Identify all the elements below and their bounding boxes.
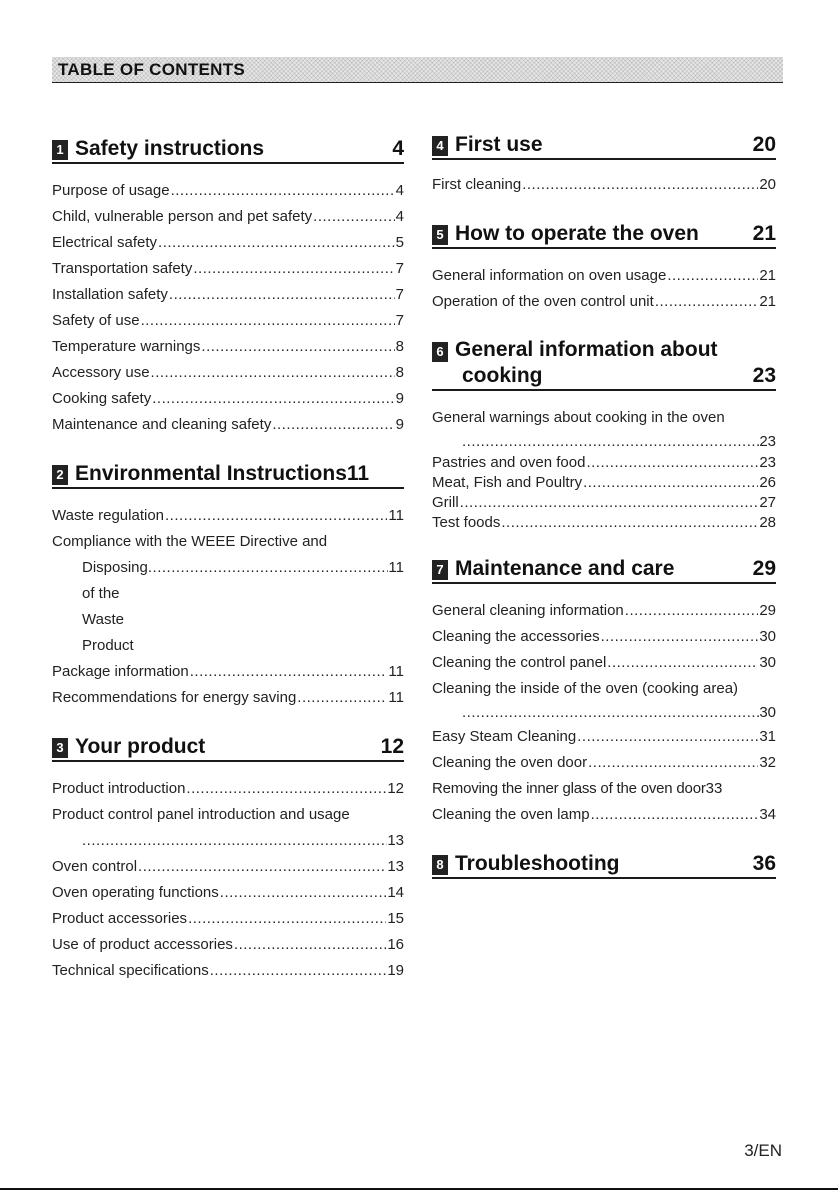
entry-title: Cleaning the accessories [432, 628, 600, 645]
entry-title: Transportation safety [52, 260, 193, 277]
section-6 [432, 337, 776, 533]
entry-page: 15 [387, 910, 404, 927]
toc-entry[interactable] [52, 334, 404, 360]
entry-page: 8 [395, 364, 404, 381]
entry-page: 29 [759, 602, 776, 619]
toc-right-column [432, 133, 776, 879]
leader-dots [138, 854, 386, 880]
bottom-divider [0, 1188, 838, 1190]
section-number-badge: 6 [432, 342, 448, 362]
section-number-badge: 1 [52, 140, 68, 160]
entry-title-continued: Disposing of the Waste Product [82, 559, 148, 654]
entry-title: Pastries and oven food [432, 454, 586, 471]
toc-entry[interactable] [52, 230, 404, 256]
leader-dots [583, 473, 758, 493]
entry-page: 9 [395, 416, 404, 433]
toc-entry[interactable] [52, 204, 404, 230]
entry-title: Installation safety [52, 286, 168, 303]
entry-page: 7 [395, 260, 404, 277]
section-1 [52, 137, 404, 438]
entry-page: 16 [387, 936, 404, 953]
section-title: General information about [455, 338, 718, 361]
entry-list [52, 503, 404, 711]
section-heading[interactable] [432, 337, 776, 391]
leader-dots [82, 828, 387, 854]
entry-title: Product introduction [52, 780, 186, 797]
entry-title: Electrical safety [52, 234, 158, 251]
section-number-badge: 7 [432, 560, 448, 580]
leader-dots [193, 256, 394, 282]
section-page: 12 [380, 735, 404, 758]
entry-page: 4 [395, 208, 404, 225]
entry-page: 30 [759, 654, 776, 671]
leader-dots [201, 334, 394, 360]
leader-dots [577, 724, 758, 750]
entry-page: 20 [759, 176, 776, 193]
toc-entry[interactable] [432, 172, 776, 198]
entry-page: 23 [759, 454, 776, 471]
toc-entry[interactable] [432, 750, 776, 776]
entry-title: Cleaning the inside of the oven (cooking area) [432, 680, 739, 697]
leader-dots [607, 650, 758, 676]
entry-title: Cooking safety [52, 390, 152, 407]
entry-title: Cleaning the control panel [432, 654, 607, 671]
toc-entry[interactable] [432, 598, 776, 624]
entry-title: First cleaning [432, 176, 522, 193]
leader-dots [152, 386, 394, 412]
leader-dots [586, 453, 758, 473]
toc-entry[interactable] [52, 776, 404, 802]
toc-entry[interactable] [432, 802, 776, 828]
leader-dots [655, 289, 759, 315]
leader-dots [188, 906, 386, 932]
leader-dots [588, 750, 758, 776]
entry-page: 27 [759, 494, 776, 511]
toc-entry[interactable] [52, 256, 404, 282]
leader-dots [220, 880, 387, 906]
toc-entry[interactable] [432, 724, 776, 750]
section-8 [432, 852, 776, 879]
section-2 [52, 462, 404, 711]
toc-entry[interactable] [52, 308, 404, 334]
leader-dots [141, 308, 395, 334]
entry-title: Safety of use [52, 312, 140, 329]
toc-entry[interactable] [52, 802, 404, 854]
toc-entry[interactable] [52, 178, 404, 204]
toc-banner [52, 57, 783, 83]
entry-page: 11 [388, 507, 404, 524]
leader-dots [297, 685, 387, 711]
entry-page: 12 [387, 780, 404, 797]
section-page: 23 [752, 364, 776, 387]
entry-list [432, 598, 776, 828]
section-7 [432, 557, 776, 828]
leader-dots [522, 172, 758, 198]
toc-entry[interactable] [52, 906, 404, 932]
section-heading[interactable] [432, 852, 776, 879]
leader-dots [272, 412, 394, 438]
section-number-badge: 5 [432, 225, 448, 245]
section-page: 20 [752, 133, 776, 156]
entry-page: 21 [759, 267, 776, 284]
toc-left-column [52, 137, 404, 984]
toc-entry[interactable] [52, 685, 404, 711]
entry-list [432, 172, 776, 198]
section-title: Environmental Instructions [75, 462, 347, 485]
section-heading[interactable] [52, 735, 404, 762]
entry-title: Cleaning the oven door [432, 754, 588, 771]
section-number-badge: 4 [432, 136, 448, 156]
section-heading[interactable] [52, 462, 404, 489]
toc-entry[interactable] [52, 529, 404, 659]
section-page: 21 [752, 222, 776, 245]
toc-entry[interactable] [432, 513, 776, 533]
entry-title: Product control panel introduction and usage [52, 806, 350, 823]
section-title: How to operate the oven [455, 222, 699, 245]
page-title: TABLE OF CONTENTS [58, 60, 246, 79]
entry-page: 28 [759, 514, 776, 531]
entry-title: Compliance with the WEEE Directive and [52, 533, 328, 550]
entry-page: 33 [705, 780, 723, 797]
entry-list [432, 405, 776, 533]
entry-title: Child, vulnerable person and pet safety [52, 208, 313, 225]
toc-entry[interactable] [52, 854, 404, 880]
entry-title: Technical specifications [52, 962, 209, 979]
entry-title: Oven control [52, 858, 138, 875]
leader-dots [210, 958, 387, 984]
toc-entry[interactable] [432, 453, 776, 473]
toc-entry[interactable] [52, 659, 404, 685]
entry-page: 32 [759, 754, 776, 771]
section-heading[interactable] [432, 133, 776, 160]
section-heading[interactable] [52, 137, 404, 164]
entry-title: Easy Steam Cleaning [432, 728, 577, 745]
section-heading[interactable] [432, 557, 776, 584]
toc-entry[interactable] [52, 412, 404, 438]
entry-page: 11 [388, 689, 404, 706]
entry-title: Accessory use [52, 364, 150, 381]
leader-dots [460, 493, 759, 513]
leader-dots [165, 503, 387, 529]
entry-title: Maintenance and cleaning safety [52, 416, 272, 433]
leader-dots [186, 776, 386, 802]
toc-entry[interactable] [432, 289, 776, 315]
entry-title: Waste regulation [52, 507, 165, 524]
entry-page: 7 [395, 286, 404, 303]
entry-list [432, 263, 776, 315]
entry-title: General warnings about cooking in the oven [432, 409, 725, 426]
leader-dots [313, 204, 394, 230]
entry-page: 26 [759, 474, 776, 491]
section-5 [432, 222, 776, 315]
entry-title: Product accessories [52, 910, 188, 927]
leader-dots [601, 624, 759, 650]
section-title: Maintenance and care [455, 557, 675, 580]
section-3 [52, 735, 404, 984]
section-title: First use [455, 133, 543, 156]
toc-entry[interactable] [432, 776, 776, 802]
entry-page: 8 [395, 338, 404, 355]
section-page: 36 [752, 852, 776, 875]
toc-entry[interactable] [52, 360, 404, 386]
entry-page: 11 [388, 559, 404, 576]
entry-title: Recommendations for energy saving [52, 689, 297, 706]
entry-page: 34 [759, 806, 776, 823]
page-number: 3/EN [744, 1141, 782, 1160]
leader-dots [667, 263, 758, 289]
toc-entry[interactable] [432, 624, 776, 650]
leader-dots [151, 360, 395, 386]
entry-title: Meat, Fish and Poultry [432, 474, 583, 491]
entry-page: 13 [387, 858, 404, 875]
entry-page: 7 [395, 312, 404, 329]
leader-dots [625, 598, 759, 624]
section-page: 4 [392, 137, 404, 160]
toc-entry[interactable] [432, 263, 776, 289]
toc-entry[interactable] [432, 405, 776, 453]
entry-page: 14 [387, 884, 404, 901]
section-title: Safety instructions [75, 137, 265, 160]
leader-dots [158, 230, 395, 256]
entry-page: 5 [395, 234, 404, 251]
leader-dots [591, 802, 759, 828]
toc-entry[interactable] [432, 676, 776, 724]
entry-page: 23 [759, 433, 776, 450]
entry-page: 13 [387, 832, 404, 849]
entry-list [52, 776, 404, 984]
section-number-badge: 8 [432, 855, 448, 875]
entry-title: Oven operating functions [52, 884, 219, 901]
entry-page: 19 [387, 962, 404, 979]
entry-title: Use of product accessories [52, 936, 233, 953]
toc-entry[interactable] [432, 493, 776, 513]
entry-title: Operation of the oven control unit [432, 293, 654, 310]
toc-entry[interactable] [52, 503, 404, 529]
entry-title: Removing the inner glass of the oven door [432, 780, 706, 797]
leader-dots [171, 178, 395, 204]
leader-dots [462, 702, 759, 724]
leader-dots [462, 431, 759, 453]
toc-entry[interactable] [52, 958, 404, 984]
section-title: Your product [75, 735, 206, 758]
entry-title: General information on oven usage [432, 267, 667, 284]
section-4 [432, 133, 776, 198]
toc-entry[interactable] [52, 386, 404, 412]
toc-entry[interactable] [52, 880, 404, 906]
toc-entry[interactable] [52, 932, 404, 958]
entry-page: 11 [388, 663, 404, 680]
section-number-badge: 2 [52, 465, 68, 485]
entry-page: 4 [395, 182, 404, 199]
leader-dots [148, 555, 389, 581]
entry-list [52, 178, 404, 438]
entry-page: 21 [759, 293, 776, 310]
section-page: 11 [346, 462, 370, 485]
section-number-badge: 3 [52, 738, 68, 758]
section-title: Troubleshooting [455, 852, 620, 875]
section-page: 29 [752, 557, 776, 580]
entry-page: 31 [759, 728, 776, 745]
toc-entry[interactable] [432, 650, 776, 676]
entry-title: Purpose of usage [52, 182, 170, 199]
section-title-continued: cooking [462, 364, 543, 387]
entry-page: 30 [759, 628, 776, 645]
leader-dots [501, 513, 758, 533]
entry-title: Cleaning the oven lamp [432, 806, 590, 823]
entry-page: 30 [759, 704, 776, 721]
entry-title: Package information [52, 663, 189, 680]
toc-entry[interactable] [52, 282, 404, 308]
entry-title: Grill [432, 494, 459, 511]
leader-dots [169, 282, 395, 308]
leader-dots [190, 659, 388, 685]
section-heading[interactable] [432, 222, 776, 249]
entry-title: Temperature warnings [52, 338, 201, 355]
entry-title: Test foods [432, 514, 501, 531]
leader-dots [234, 932, 386, 958]
entry-title: General cleaning information [432, 602, 624, 619]
entry-page: 9 [395, 390, 404, 407]
toc-entry[interactable] [432, 473, 776, 493]
